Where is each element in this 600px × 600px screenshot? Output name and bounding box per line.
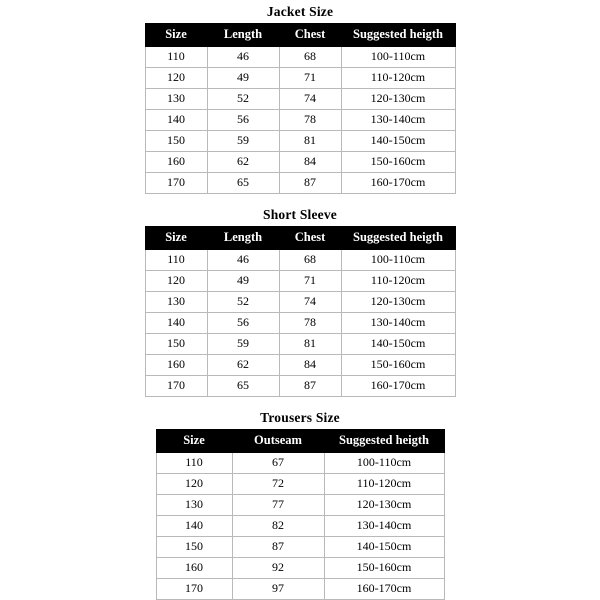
cell-length: 56: [207, 313, 279, 334]
cell-chest: 84: [279, 355, 341, 376]
cell-size: 130: [145, 292, 207, 313]
cell-suggested-height: 150-160cm: [341, 355, 455, 376]
cell-size: 130: [156, 495, 232, 516]
table-row: [145, 89, 455, 110]
table-row: [145, 131, 455, 152]
cell-suggested-height: 130-140cm: [324, 516, 444, 537]
cell-chest: 81: [279, 334, 341, 355]
table-row: [156, 516, 444, 537]
cell-size: 170: [145, 173, 207, 194]
table-row: [156, 579, 444, 600]
cell-outseam: 67: [232, 453, 324, 474]
table-row: [145, 152, 455, 173]
column-header-suggested-height: Suggested heigth: [341, 227, 455, 250]
cell-length: 59: [207, 334, 279, 355]
cell-outseam: 92: [232, 558, 324, 579]
cell-size: 160: [156, 558, 232, 579]
cell-size: 150: [145, 334, 207, 355]
cell-suggested-height: 100-110cm: [341, 250, 455, 271]
table-row: [145, 250, 455, 271]
column-header-suggested-height: Suggested heigth: [324, 430, 444, 453]
cell-length: 56: [207, 110, 279, 131]
table-row: [156, 537, 444, 558]
cell-chest: 68: [279, 47, 341, 68]
table-header-row: [145, 227, 455, 250]
table-row: [145, 47, 455, 68]
cell-chest: 68: [279, 250, 341, 271]
table-row: [145, 173, 455, 194]
table-row: [145, 313, 455, 334]
cell-outseam: 97: [232, 579, 324, 600]
table-row: [156, 558, 444, 579]
cell-chest: 87: [279, 173, 341, 194]
cell-chest: 74: [279, 292, 341, 313]
cell-suggested-height: 150-160cm: [324, 558, 444, 579]
table-row: [156, 453, 444, 474]
size-table-jacket: [145, 23, 456, 194]
table-row: [145, 110, 455, 131]
cell-size: 140: [145, 313, 207, 334]
column-header-chest: Chest: [279, 227, 341, 250]
cell-length: 62: [207, 152, 279, 173]
cell-size: 110: [156, 453, 232, 474]
column-header-length: Length: [207, 24, 279, 47]
cell-size: 170: [145, 376, 207, 397]
cell-suggested-height: 150-160cm: [341, 152, 455, 173]
table-row: [145, 292, 455, 313]
cell-chest: 74: [279, 89, 341, 110]
cell-size: 140: [156, 516, 232, 537]
table-row: [145, 68, 455, 89]
cell-outseam: 82: [232, 516, 324, 537]
table-row: [145, 334, 455, 355]
cell-suggested-height: 130-140cm: [341, 110, 455, 131]
cell-length: 49: [207, 68, 279, 89]
column-header-size: Size: [156, 430, 232, 453]
cell-suggested-height: 140-150cm: [341, 131, 455, 152]
table-row: [156, 474, 444, 495]
cell-length: 65: [207, 376, 279, 397]
cell-chest: 87: [279, 376, 341, 397]
cell-size: 110: [145, 47, 207, 68]
column-header-size: Size: [145, 227, 207, 250]
cell-suggested-height: 100-110cm: [341, 47, 455, 68]
cell-suggested-height: 160-170cm: [341, 173, 455, 194]
cell-chest: 71: [279, 68, 341, 89]
cell-length: 46: [207, 47, 279, 68]
cell-suggested-height: 130-140cm: [341, 313, 455, 334]
cell-chest: 81: [279, 131, 341, 152]
cell-outseam: 87: [232, 537, 324, 558]
cell-suggested-height: 110-120cm: [341, 271, 455, 292]
cell-outseam: 77: [232, 495, 324, 516]
column-header-chest: Chest: [279, 24, 341, 47]
column-header-length: Length: [207, 227, 279, 250]
cell-suggested-height: 160-170cm: [324, 579, 444, 600]
cell-size: 140: [145, 110, 207, 131]
size-block-short-sleeve: [0, 205, 600, 397]
cell-suggested-height: 120-130cm: [341, 89, 455, 110]
block-title-jacket: Jacket Size: [266, 4, 334, 19]
cell-length: 52: [207, 89, 279, 110]
size-block-trousers: [0, 408, 600, 600]
cell-size: 120: [145, 68, 207, 89]
column-header-size: Size: [145, 24, 207, 47]
cell-suggested-height: 160-170cm: [341, 376, 455, 397]
table-header-row: [145, 24, 455, 47]
cell-length: 65: [207, 173, 279, 194]
cell-suggested-height: 120-130cm: [324, 495, 444, 516]
cell-suggested-height: 140-150cm: [324, 537, 444, 558]
cell-length: 52: [207, 292, 279, 313]
table-row: [145, 376, 455, 397]
cell-size: 150: [145, 131, 207, 152]
cell-size: 120: [156, 474, 232, 495]
cell-size: 170: [156, 579, 232, 600]
cell-size: 150: [156, 537, 232, 558]
size-block-jacket: [0, 2, 600, 194]
cell-size: 120: [145, 271, 207, 292]
cell-length: 62: [207, 355, 279, 376]
cell-size: 110: [145, 250, 207, 271]
cell-chest: 78: [279, 313, 341, 334]
cell-suggested-height: 110-120cm: [324, 474, 444, 495]
cell-suggested-height: 110-120cm: [341, 68, 455, 89]
cell-size: 130: [145, 89, 207, 110]
cell-suggested-height: 100-110cm: [324, 453, 444, 474]
size-table-short-sleeve: [145, 226, 456, 397]
block-title-short-sleeve: Short Sleeve: [262, 207, 337, 222]
cell-chest: 71: [279, 271, 341, 292]
table-row: [156, 495, 444, 516]
cell-suggested-height: 140-150cm: [341, 334, 455, 355]
cell-suggested-height: 120-130cm: [341, 292, 455, 313]
column-header-outseam: Outseam: [232, 430, 324, 453]
size-table-trousers: [156, 429, 445, 600]
cell-chest: 84: [279, 152, 341, 173]
cell-size: 160: [145, 152, 207, 173]
table-header-row: [156, 430, 444, 453]
cell-outseam: 72: [232, 474, 324, 495]
table-row: [145, 271, 455, 292]
cell-length: 46: [207, 250, 279, 271]
cell-length: 59: [207, 131, 279, 152]
column-header-suggested-height: Suggested heigth: [341, 24, 455, 47]
cell-chest: 78: [279, 110, 341, 131]
cell-size: 160: [145, 355, 207, 376]
table-row: [145, 355, 455, 376]
cell-length: 49: [207, 271, 279, 292]
block-title-trousers: Trousers Size: [260, 410, 340, 425]
